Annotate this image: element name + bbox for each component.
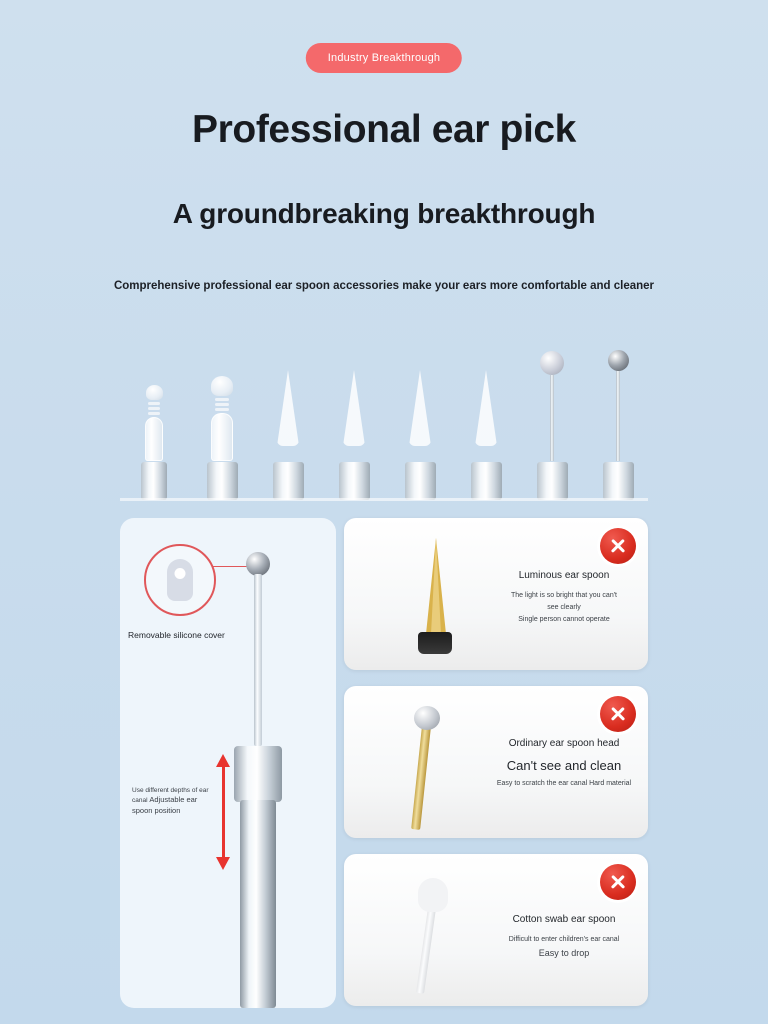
shelf-divider xyxy=(120,498,648,501)
tip-base xyxy=(471,462,502,500)
cotton-swab-illustration xyxy=(388,878,498,988)
arrow-line xyxy=(222,766,225,858)
spoon-head xyxy=(414,706,440,730)
page-title: Professional ear pick xyxy=(192,108,576,151)
metal-scoop-icon xyxy=(608,350,629,371)
tip-base xyxy=(603,462,634,500)
industry-breakthrough-badge: Industry Breakthrough xyxy=(306,43,462,73)
spoon-stem xyxy=(616,371,620,461)
tip-base xyxy=(405,462,436,500)
soft-dome-icon xyxy=(211,376,233,396)
adjust-label-big: Adjustable ear spoon position xyxy=(132,795,198,816)
comparison-text xyxy=(494,914,634,961)
comparison-section xyxy=(120,518,648,1008)
ribbed-rings xyxy=(148,402,160,415)
tip-base xyxy=(207,462,238,500)
comparison-text xyxy=(494,738,634,790)
ribbed-rings xyxy=(215,398,229,411)
cone-icon xyxy=(475,370,497,446)
spoon-stem xyxy=(550,375,554,461)
comparison-line-1: Easy to scratch the ear canal Hard material xyxy=(496,780,632,787)
cross-icon xyxy=(600,528,636,564)
comparison-card-ordinary xyxy=(344,686,648,838)
page-description: Comprehensive professional ear spoon accessories make your ears more comfortable and cleaner xyxy=(113,280,655,292)
tip-base xyxy=(537,462,568,500)
comparison-cards xyxy=(344,518,648,1008)
silicone-scoop-icon xyxy=(540,351,564,375)
adjustable-position-label xyxy=(132,786,216,817)
tip-ribbed-soft-tip-small xyxy=(132,330,176,500)
tip-silicone-cone-tip-2 xyxy=(332,330,376,500)
comparison-text xyxy=(494,570,634,626)
black-base xyxy=(418,632,452,654)
arrow-down-icon xyxy=(216,857,230,870)
probe-rod xyxy=(254,574,262,746)
tip-base xyxy=(339,462,370,500)
tip-silicone-cone-tip-1 xyxy=(266,330,310,500)
cone-icon xyxy=(409,370,431,446)
swab-stick xyxy=(416,907,436,993)
comparison-title: Ordinary ear spoon head xyxy=(508,738,620,749)
cross-icon xyxy=(600,864,636,900)
soft-dome-icon xyxy=(146,385,163,400)
gold-cone-inner xyxy=(431,538,441,634)
spoon-stem xyxy=(411,726,431,830)
tip-base xyxy=(141,462,167,500)
luminous-pick-illustration xyxy=(392,532,482,658)
tip-silicone-cone-tip-3 xyxy=(398,330,442,500)
comparison-line-1: The light is so bright that you can't xyxy=(510,592,617,599)
comparison-title: Cotton swab ear spoon xyxy=(512,914,616,925)
comparison-line-2: see clearly xyxy=(547,603,581,611)
comparison-headline: Can't see and clean xyxy=(506,758,622,773)
adjust-label-small: Use different depths of ear canal xyxy=(132,787,209,805)
tip-base xyxy=(273,462,304,500)
silicone-cover-callout xyxy=(144,544,216,616)
comparison-line-3: Single person cannot operate xyxy=(518,615,610,623)
comparison-title: Luminous ear spoon xyxy=(518,570,610,581)
tip-silicone-cone-tip-4 xyxy=(464,330,508,500)
product-feature-card xyxy=(120,518,336,1008)
adjust-arrow-icon xyxy=(216,754,232,870)
tip-silicone-covered-spoon xyxy=(530,330,574,500)
probe-handle xyxy=(240,800,276,1008)
tip-ribbed-soft-tip-large xyxy=(200,330,244,500)
cone-icon xyxy=(343,370,365,446)
comparison-card-cotton-swab xyxy=(344,854,648,1006)
tip-body xyxy=(211,413,233,461)
comparison-card-luminous xyxy=(344,518,648,670)
swab-head xyxy=(418,878,448,912)
page-subtitle: A groundbreaking breakthrough xyxy=(172,198,596,229)
accessory-tips-row xyxy=(120,330,648,500)
tip-metal-ear-spoon xyxy=(596,330,640,500)
cone-icon xyxy=(277,370,299,446)
probe-collar xyxy=(234,746,282,802)
silicone-cover-icon xyxy=(167,559,193,601)
silicone-cover-label: Removable silicone cover xyxy=(128,630,225,640)
ordinary-spoon-illustration xyxy=(388,702,484,822)
comparison-line-1: Difficult to enter children's ear canal xyxy=(508,936,620,943)
tip-body xyxy=(145,417,163,461)
cross-icon xyxy=(600,696,636,732)
probe-scoop-icon xyxy=(246,552,270,576)
comparison-line-2: Easy to drop xyxy=(538,947,590,958)
